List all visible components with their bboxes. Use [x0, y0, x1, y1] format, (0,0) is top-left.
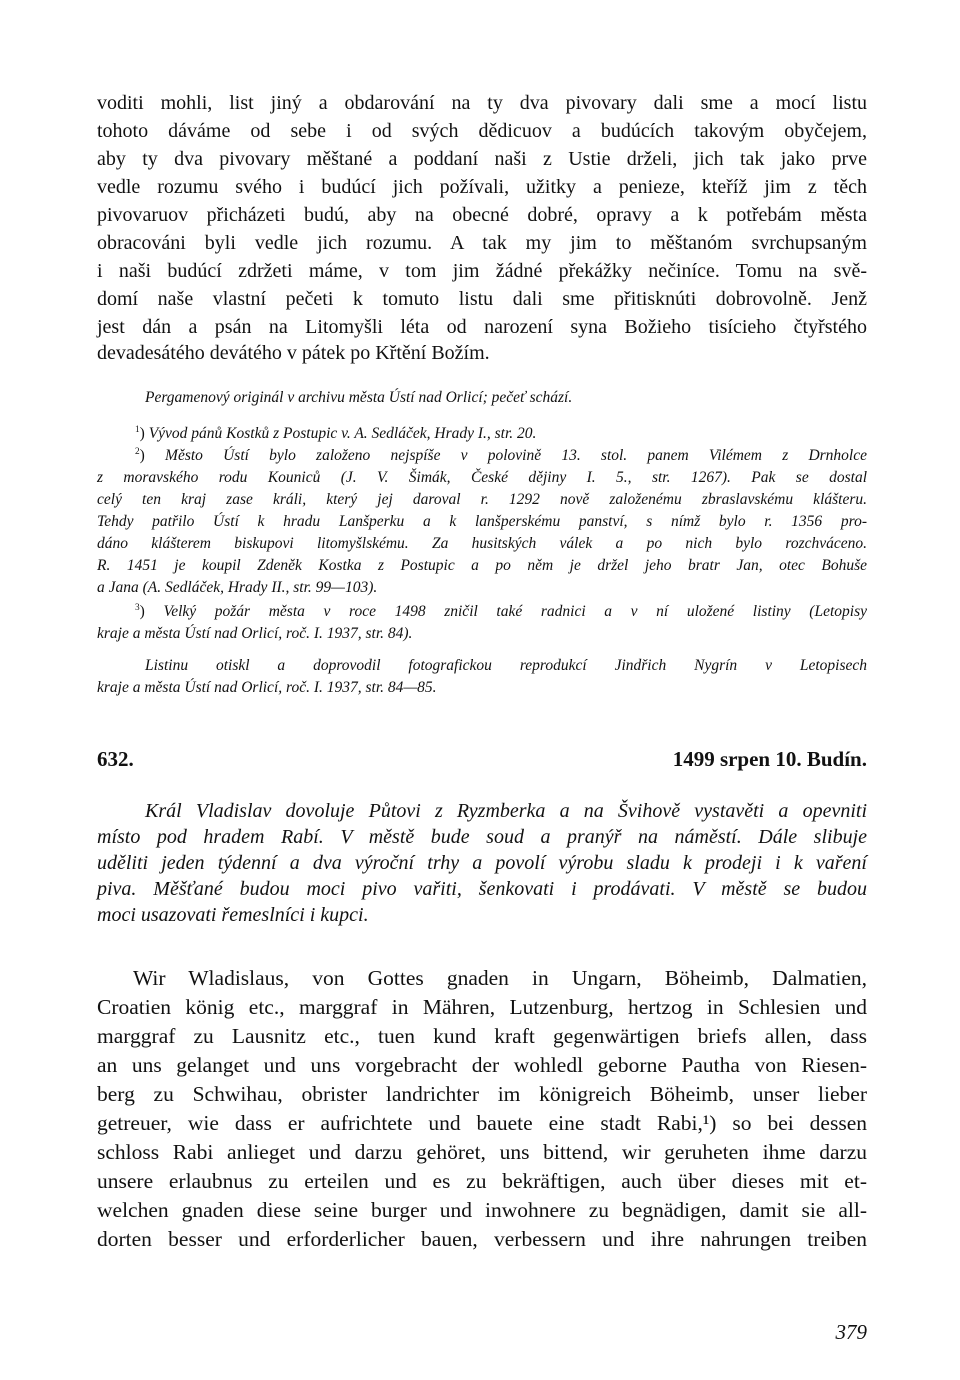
text-line: aby ty dva pivovary měštané a poddaní naši z Ustie drželi, jich tak jako prve [97, 148, 867, 170]
text-line: devadesátého devátého v pátek po Křtění Božím. [97, 342, 490, 364]
text-line: schloss Rabi anlieget und darzu gehöret, uns bittend, wir geruheten ihme darzu [97, 1140, 867, 1164]
text-line: unsere erlaubnus zu erteilen und es zu bekräftigen, auch über dieses mit et- [97, 1169, 867, 1193]
text-line: voditi mohli, list jiný a obdarování na ty dva pivovary dali sme a mocí listu [97, 92, 867, 114]
text-line: pivovaruov přicházeti budú, aby na obecné dobré, opravy a k potřebám města [97, 204, 867, 226]
summary-line: uděliti jeden týdenní a dva výroční trhy a povolí výrobu sladu k prodeji i k vaření [97, 852, 867, 874]
text-line: tohoto dáváme od sebe i od svých dědicuov a budúcích takovým obyčejem, [97, 120, 867, 142]
footnote-1: $^1$) Vývod pánů Kostků z Postupic v. A. Sedláček, Hrady I., str. 20. [135, 424, 537, 442]
footnote-text: Město Ústí bylo založeno nejspíše v polovině 13. stol. panem Vilémem z Drnholce [165, 447, 867, 464]
summary-line: piva. Měšťané budou moci pivo vařiti, šenkovati i prodávati. V městě se budou [97, 878, 867, 900]
text-line: marggraf zu Lausnitz etc., tuen kund kraft gegenwärtigen briefs allen, dass [97, 1024, 867, 1048]
text-line: jest dán a psán na Litomyšli léta od narození syna Božieho tisícieho čtyřstého [97, 316, 867, 338]
footnote-mark: 3 [135, 602, 140, 613]
footnote-line: a Jana (A. Sedláček, Hrady II., str. 99—103). [97, 579, 378, 596]
text-line: vedle rozumu svého i budúcí jich požívali, užitky a penieze, kteříž jim z těch [97, 176, 867, 198]
footnote-2: $^2$) Město Ústí bylo založeno nejspíše v polovině 13. stol. panem Vilémem z Drnholce [135, 446, 867, 464]
text-line: dorten besser und erforderlicher bauen, verbessern und ihre nahrungen treiben [97, 1227, 867, 1251]
footnote-line: R. 1451 je koupil Zdeněk Kostka z Postupic a po něm je držel jeho bratr Jan, otec Bohuše [97, 557, 867, 574]
text-line: an uns gelanget und uns vorgebracht der wohledl geborne Pautha von Riesen- [97, 1053, 867, 1077]
text-line: Wir Wladislaus, von Gottes gnaden in Ungarn, Böheimb, Dalmatien, [133, 966, 867, 990]
text-line: getreuer, wie dass er aufrichtete und bauete eine stadt Rabi,¹) so bei dessen [97, 1111, 867, 1135]
footnote-line: kraje a města Ústí nad Orlicí, roč. I. 1937, str. 84). [97, 625, 413, 642]
text-line: obracováni byli vedle jich rozumu. A tak my jim to měštanóm svrchupsaným [97, 232, 867, 254]
text-line: domí naše vlastní pečeti k tomuto listu dali sme přitisknúti dobrovolně. Jenž [97, 288, 867, 310]
footnote-mark: 2 [135, 446, 140, 457]
summary-line: Král Vladislav dovoluje Půtovi z Ryzmberka a na Švihově vystavěti a opevniti [145, 800, 867, 822]
footnote-line: celý ten kraj zase králi, který jej daroval r. 1292 nově založenému zbraslavskému klášteru. [97, 491, 867, 508]
text-line: welchen gnaden diese seine burger und inwohnere zu begnädigen, damit sie all- [97, 1198, 867, 1222]
text-line: i naši budúcí zdržeti máme, v tom jim žádné překážky nečiníce. Tomu na svě- [97, 260, 867, 282]
document-date-place: 1499 srpen 10. Budín. [672, 747, 867, 771]
footnote-text: Velký požár města v roce 1498 zničil také radnici a v ní uložené listiny (Letopisy [163, 603, 867, 620]
footnote-3: $^3$) Velký požár města v roce 1498 zničil také radnici a v ní uložené listiny (Letopisy [135, 602, 867, 620]
summary-line: moci usazovati řemeslníci i kupci. [97, 904, 369, 926]
text-line: berg zu Schwihau, obrister landrichter im königreich Böheimb, unser lieber [97, 1082, 867, 1106]
text-line: Croatien könig etc., marggraf in Mähren, Lutzenburg, hertzog in Schlesien und [97, 995, 867, 1019]
footnote-mark: 1 [135, 424, 140, 435]
document-page [97, 0, 867, 1380]
footnote-line: dáno klášterem biskupovi litomyšlskému. Za husitských válek a po nich bylo rozchváceno. [97, 535, 867, 552]
document-number: 632. [97, 747, 134, 771]
footnote-text: Vývod pánů Kostků z Postupic v. A. Sedláček, Hrady I., str. 20. [148, 425, 537, 442]
page-number: 379 [835, 1320, 867, 1344]
footnote-line: z moravského rodu Kouniců (J. V. Šimák, České dějiny I. 5., str. 1267). Pak se dostal [97, 469, 867, 486]
summary-line: místo pod hradem Rabí. V městě bude soud a pranýř na náměstí. Dále slibuje [97, 826, 867, 848]
publication-note-line: kraje a města Ústí nad Orlicí, roč. I. 1937, str. 84—85. [97, 679, 437, 696]
footnote-line: Tehdy patřilo Ústí k hradu Lanšperku a k lanšperskému panství, s nímž bylo r. 1356 pro- [97, 513, 867, 530]
source-note: Pergamenový originál v archivu města Ústí nad Orlicí; pečeť schází. [145, 389, 573, 406]
publication-note-line: Listinu otiskl a doprovodil fotografickou reprodukcí Jindřich Nygrín v Letopisech [145, 657, 867, 674]
